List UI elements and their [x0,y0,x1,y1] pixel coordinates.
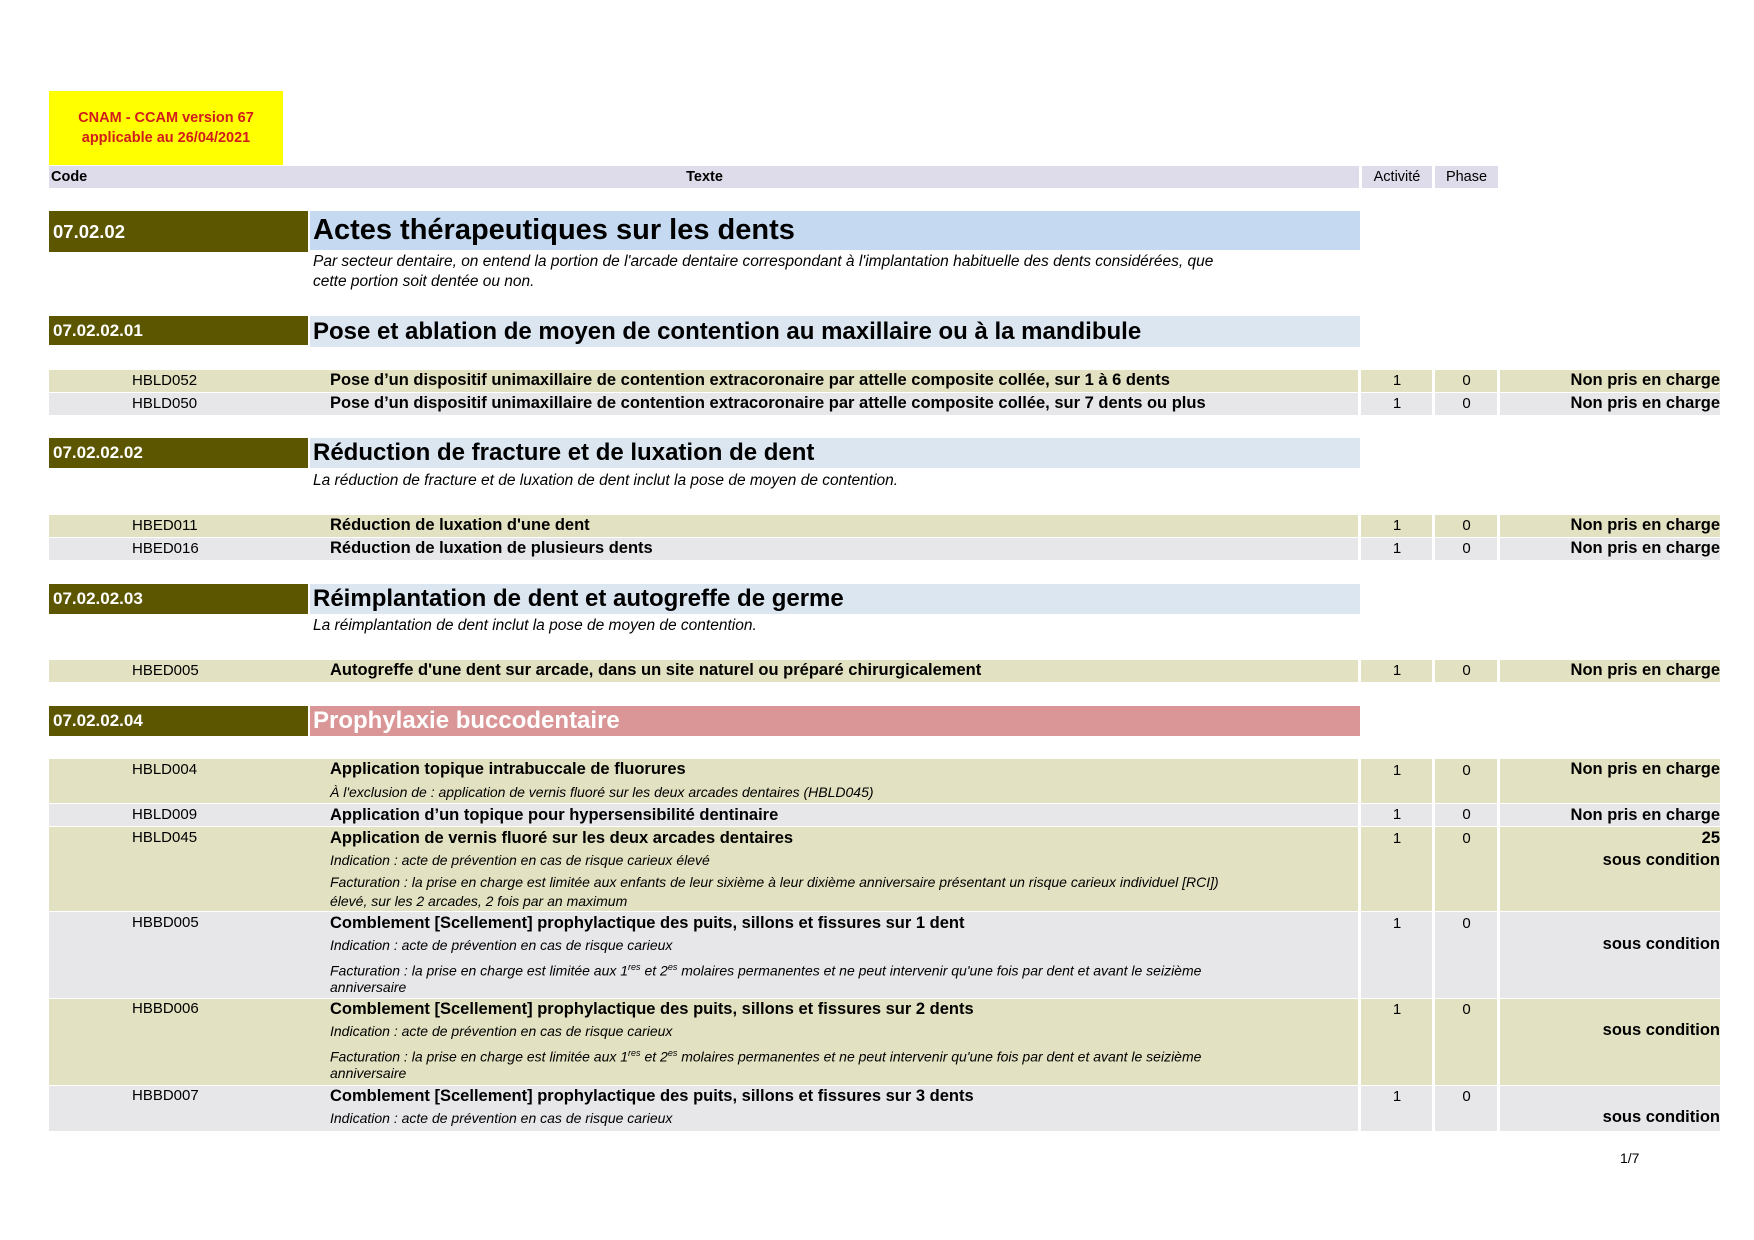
act-activite: 1 [1392,662,1402,679]
act-code: HBLD004 [132,761,198,778]
section-note-line: cette portion soit dentée ou non. [313,273,535,290]
column-header-phase: Phase [1435,166,1498,188]
act-code: HBED016 [132,540,199,557]
act-phase: 0 [1462,540,1471,557]
act-code: HBLD050 [132,395,198,412]
act-activite: 1 [1392,517,1402,534]
act-activite: 1 [1392,372,1402,389]
section-code: 07.02.02.02 [49,438,308,468]
act-rate: Non pris en charge [1570,661,1720,679]
act-activite: 1 [1392,830,1402,847]
act-indication: Indication : acte de prévention en cas de risque carieux [330,1023,673,1039]
act-code: HBLD045 [132,829,198,846]
section-note-line: Par secteur dentaire, on entend la portion de l'arcade dentaire correspondant à l'implantation habituelle des dents considérées, que [313,253,1214,270]
act-activite: 1 [1392,915,1402,932]
act-rate: Non pris en charge [1570,760,1720,778]
act-indication: Indication : acte de prévention en cas de risque carieux [330,1110,673,1126]
act-activite: 1 [1392,762,1402,779]
column-header-activite: Activité [1362,166,1432,188]
act-rate: 25 [1701,829,1720,847]
section-title: Actes thérapeutiques sur les dents [310,211,1360,250]
act-label: Application d’un topique pour hypersensibilité dentinaire [330,806,779,824]
act-rate: Non pris en charge [1570,539,1720,557]
column-header-texte: Texte [686,169,723,185]
section-code: 07.02.02 [49,211,308,252]
section-note [313,252,1358,292]
act-label: Comblement [Scellement] prophylactique des puits, sillons et fissures sur 2 dents [330,1000,974,1018]
act-facturation: anniversaire [330,1065,407,1081]
act-code: HBLD009 [132,806,198,823]
act-label: Comblement [Scellement] prophylactique des puits, sillons et fissures sur 3 dents [330,1087,974,1105]
act-phase: 0 [1462,372,1471,389]
act-indication: Indication : acte de prévention en cas de risque carieux élevé [330,852,710,868]
act-phase: 0 [1462,830,1471,847]
section-title: Prophylaxie buccodentaire [310,706,1360,736]
act-activite: 1 [1392,1088,1402,1105]
section-title: Pose et ablation de moyen de contention au maxillaire ou à la mandibule [310,316,1360,347]
act-activite: 1 [1392,806,1402,823]
column-header-code: Code [51,169,88,185]
act-phase: 0 [1462,806,1471,823]
act-rate-condition: sous condition [1602,1108,1720,1126]
section-title: Réimplantation de dent et autogreffe de germe [310,584,1360,614]
act-label: Réduction de luxation d'une dent [330,516,590,534]
act-facturation: anniversaire [330,979,407,995]
act-rate: Non pris en charge [1570,371,1720,389]
act-rate: Non pris en charge [1570,516,1720,534]
act-activite: 1 [1392,395,1402,412]
act-rate-condition: sous condition [1602,935,1720,953]
section-note: La réduction de fracture et de luxation de dent inclut la pose de moyen de contention. [313,472,899,489]
banner-line-1: CNAM - CCAM version 67 [78,110,254,126]
act-code: HBLD052 [132,372,198,389]
act-rate: Non pris en charge [1570,806,1720,824]
act-label: Comblement [Scellement] prophylactique des puits, sillons et fissures sur 1 dent [330,914,965,932]
act-facturation: élevé, sur les 2 arcades, 2 fois par an maximum [330,893,628,909]
act-phase: 0 [1462,1088,1471,1105]
version-banner [49,91,283,165]
act-phase: 0 [1462,517,1471,534]
act-label: Pose d’un dispositif unimaxillaire de contention extracoronaire par attelle composite collée, sur 1 à 6 dents [330,371,1170,389]
section-code: 07.02.02.01 [49,316,308,345]
act-note: À l'exclusion de : application de vernis fluoré sur les deux arcades dentaires (HBLD045) [330,784,874,800]
section-note: La réimplantation de dent inclut la pose de moyen de contention. [313,617,757,634]
act-phase: 0 [1462,762,1471,779]
act-phase: 0 [1462,662,1471,679]
act-phase: 0 [1462,395,1471,412]
act-activite: 1 [1392,540,1402,557]
act-code: HBED005 [132,662,199,679]
page-number: 1/7 [1620,1150,1640,1166]
act-rate-condition: sous condition [1602,851,1720,869]
act-facturation: Facturation : la prise en charge est limitée aux 1res et $2^{es}$ molaires permanentes et ne peut intervenir qu'une fois par dent et avant le seizième [330,1048,1202,1065]
banner-line-2: applicable au 26/04/2021 [81,130,251,146]
act-label: Application topique intrabuccale de fluorures [330,760,686,778]
act-label: Réduction de luxation de plusieurs dents [330,539,653,557]
act-activite: 1 [1392,1001,1402,1018]
act-rate-condition: sous condition [1602,1021,1720,1039]
act-rate: Non pris en charge [1570,394,1720,412]
act-facturation: Facturation : la prise en charge est limitée aux enfants de leur sixième à leur dixième anniversaire présentant un risque carieux individuel [RCI]) [330,874,1219,890]
act-facturation: Facturation : la prise en charge est limitée aux 1res et $2^{es}$ molaires permanentes et ne peut intervenir qu'une fois par dent et avant le seizième [330,962,1202,979]
act-label: Autogreffe d'une dent sur arcade, dans un site naturel ou préparé chirurgicalement [330,661,982,679]
section-title: Réduction de fracture et de luxation de dent [310,438,1360,468]
act-phase: 0 [1462,1001,1471,1018]
act-code: HBED011 [132,517,198,534]
act-indication: Indication : acte de prévention en cas de risque carieux [330,937,673,953]
act-code: HBBD006 [132,1000,199,1017]
act-label: Pose d’un dispositif unimaxillaire de contention extracoronaire par attelle composite collée, sur 7 dents ou plus [330,394,1206,412]
column-header-bar [49,166,1359,188]
act-code: HBBD005 [132,914,199,931]
section-code: 07.02.02.04 [49,706,308,736]
section-code: 07.02.02.03 [49,584,308,614]
act-code: HBBD007 [132,1087,199,1104]
act-label: Application de vernis fluoré sur les deux arcades dentaires [330,829,794,847]
act-phase: 0 [1462,915,1471,932]
